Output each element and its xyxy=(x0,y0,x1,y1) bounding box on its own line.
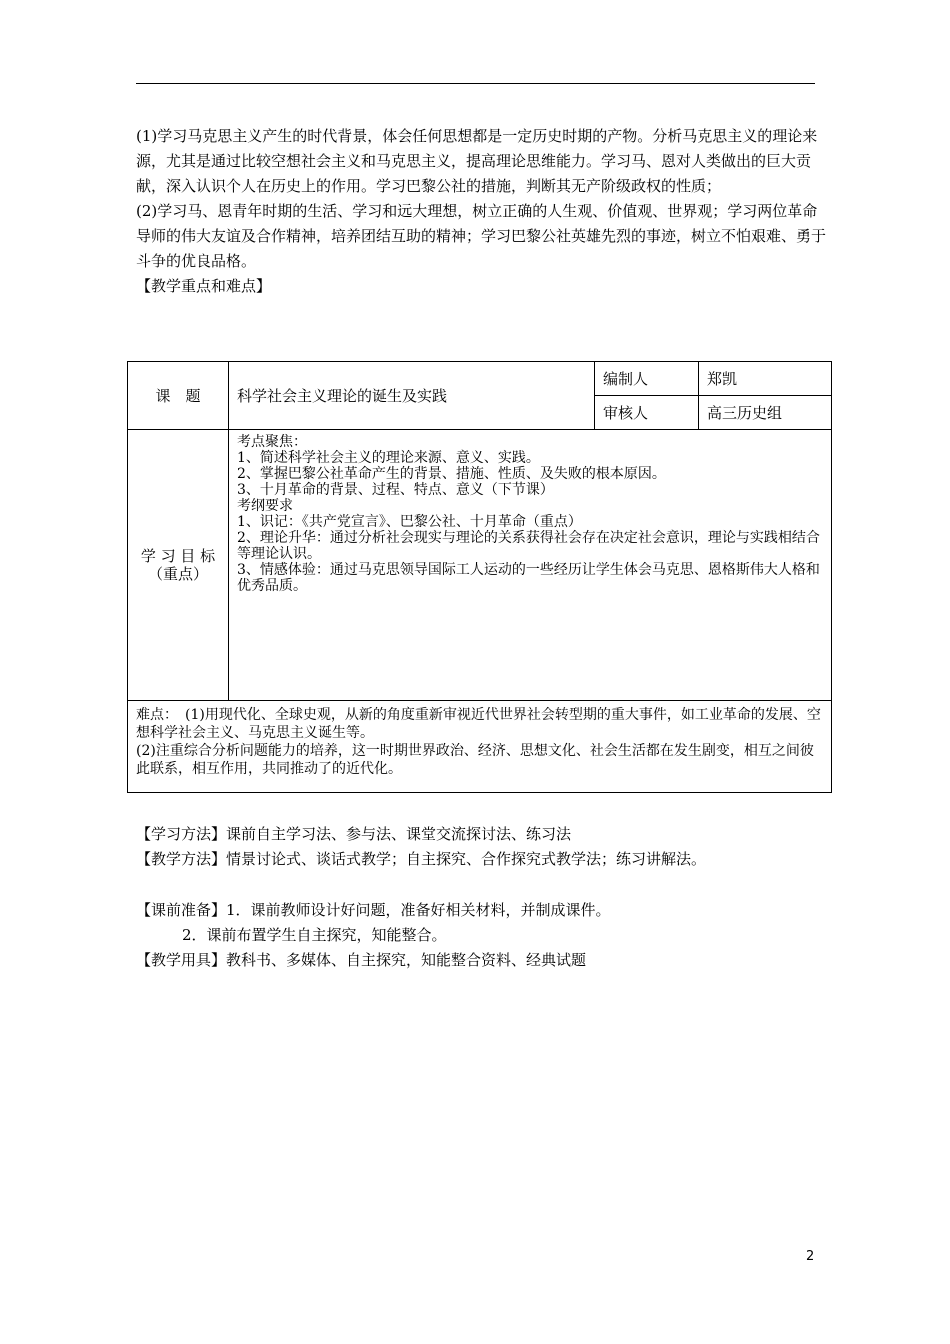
topic-value: 科学社会主义理论的诞生及实践 xyxy=(229,362,595,430)
outline-heading: 考纲要求 xyxy=(237,498,293,514)
editor-label: 编制人 xyxy=(595,362,699,396)
focus-heading: 考点聚焦： xyxy=(237,434,307,450)
reviewer-label: 审核人 xyxy=(595,396,699,430)
intro-section xyxy=(136,124,826,299)
reviewer-value: 高三历史组 xyxy=(699,396,832,430)
difficult-point-1: 难点： (1)用现代化、全球史观，从新的角度重新审视近代世界社会转型期的重大事件，如工业革命的发展、空想科学社会主义、马克思主义诞生等。 xyxy=(136,707,821,741)
focus-item-1: 1、简述科学社会主义的理论来源、意义、实践。 xyxy=(237,450,540,466)
intro-paragraph-2: (2)学习马、恩青年时期的生活、学习和远大理想，树立正确的人生观、价值观、世界观；学习两位革命导师的伟大友谊及合作精神，培养团结互助的精神；学习巴黎公社英雄先烈的事迹，树立不怕艰难、勇于斗争的优良品格。 xyxy=(136,202,827,270)
key-points-heading: 【教学重点和难点】 xyxy=(136,277,272,295)
difficult-point-2: (2)注重综合分析问题能力的培养，这一时期世界政治、经济、思想文化、社会生活都在发生剧变，相互之间彼此联系，相互作用，共同推动了的近代化。 xyxy=(136,743,814,777)
study-method: 【学习方法】课前自主学习法、参与法、课堂交流探讨法、练习法 xyxy=(136,825,572,843)
teaching-method: 【教学方法】情景讨论式、谈话式教学；自主探究、合作探究式教学法；练习讲解法。 xyxy=(136,850,707,868)
learning-goals-content xyxy=(229,430,832,701)
editor-value: 郑凯 xyxy=(699,362,832,396)
focus-item-3: 3、十月革命的背景、过程、特点、意义（下节课） xyxy=(237,482,554,498)
difficult-points xyxy=(128,701,832,793)
topic-label: 课 题 xyxy=(128,362,229,430)
focus-item-2: 2、掌握巴黎公社革命产生的背景、措施、性质、及失败的根本原因。 xyxy=(237,466,666,482)
learning-goals-label-line1: 学 习 目 标 xyxy=(140,547,216,565)
outline-item-2: 2、理论升华：通过分析社会现实与理论的关系获得社会存在决定社会意识，理论与实践相结合等理论认识。 xyxy=(237,530,820,562)
intro-paragraph-1: (1)学习马克思主义产生的时代背景，体会任何思想都是一定历史时期的产物。分析马克思主义的理论来源，尤其是通过比较空想社会主义和马克思主义，提高理论思维能力。学习马、恩对人类做出的巨大贡献，深入认识个人在历史上的作用。学习巴黎公社的措施，判断其无产阶级政权的性质； xyxy=(136,127,818,195)
preparation-item-1: 【课前准备】1．课前教师设计好问题，准备好相关材料，并制成课件。 xyxy=(136,901,611,919)
preparation-item-2: 2．课前布置学生自主探究，知能整合。 xyxy=(182,926,447,944)
learning-goals-label-line2: （重点） xyxy=(147,565,208,583)
outline-item-1: 1、识记：《共产党宣言》、巴黎公社、十月革命（重点） xyxy=(237,514,582,530)
outline-item-3: 3、情感体验：通过马克思领导国际工人运动的一些经历让学生体会马克思、恩格斯伟大人格和优秀品质。 xyxy=(237,562,820,594)
lesson-info-table xyxy=(127,361,832,793)
learning-goals-label xyxy=(128,430,229,701)
header-rule xyxy=(136,83,815,84)
page-number: 2 xyxy=(806,1249,815,1264)
method-section xyxy=(136,822,826,973)
teaching-tools: 【教学用具】教科书、多媒体、自主探究，知能整合资料、经典试题 xyxy=(136,951,587,969)
